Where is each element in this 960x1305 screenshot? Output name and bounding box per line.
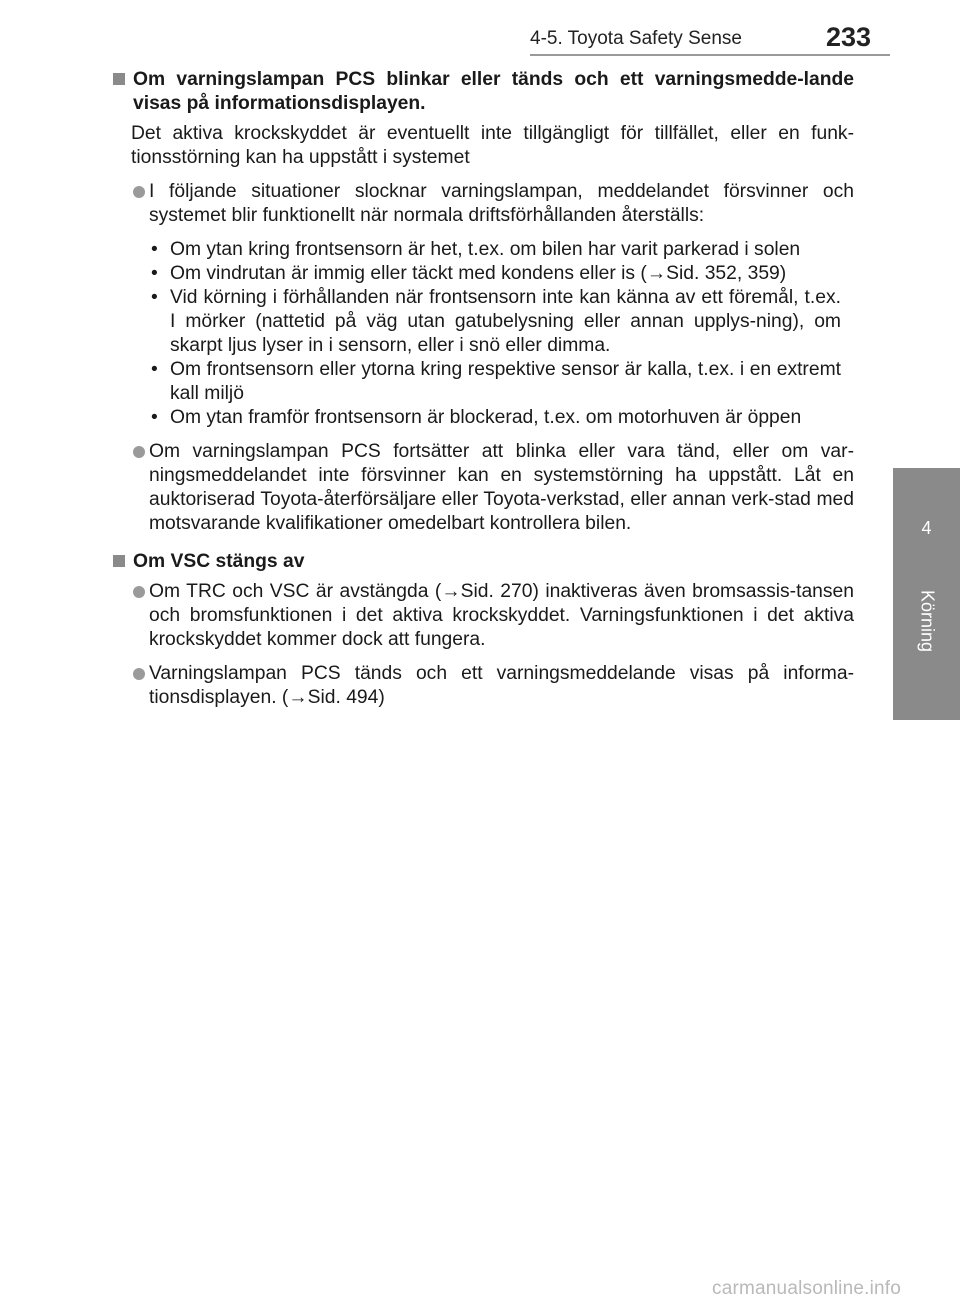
list-item bbox=[113, 440, 854, 536]
sub-bullet-text: Om frontsensorn eller ytorna kring respektive sensor är kalla, t.ex. i en extremt kall miljö bbox=[170, 359, 841, 404]
bullet-dot-icon: • bbox=[151, 239, 158, 260]
section-title: 4-5. Toyota Safety Sense bbox=[530, 28, 742, 49]
sub-bullet-item bbox=[151, 262, 841, 286]
sub-bullet-item bbox=[151, 238, 841, 262]
sub-bullet-item bbox=[151, 406, 841, 430]
sub-bullet-item bbox=[151, 358, 841, 406]
circle-bullet-icon bbox=[133, 186, 145, 198]
list-item-text: Om varningslampan PCS fortsätter att blinka eller vara tänd, eller om var-ningsmeddelandet inte försvinner kan en systemstörning ha uppstått. Låt en auktoriserad Toyota-återförsäljare eller Toyota-verkstad, eller annan verk-stad med motsvarande kvalifikationer omedelbart kontrollera bilen. bbox=[149, 441, 854, 534]
chapter-tab bbox=[893, 468, 960, 720]
sub-bullet-text: Om ytan kring frontsensorn är het, t.ex. om bilen har varit parkerad i solen bbox=[170, 239, 801, 260]
square-bullet-icon bbox=[113, 555, 125, 567]
sub-bullet-list bbox=[151, 238, 841, 430]
sub-bullet-text: Om ytan framför frontsensorn är blockerad, t.ex. om motorhuven är öppen bbox=[170, 407, 802, 428]
circle-bullet-icon bbox=[133, 586, 145, 598]
list-item bbox=[113, 580, 854, 652]
bullet-dot-icon: • bbox=[151, 407, 158, 428]
sub-bullet-item bbox=[151, 286, 841, 358]
circle-bullet-icon bbox=[133, 668, 145, 680]
bullet-dot-icon: • bbox=[151, 287, 158, 308]
bullet-dot-icon: • bbox=[151, 359, 158, 380]
bullet-dot-icon: • bbox=[151, 263, 158, 284]
list-item-text: I följande situationer slocknar varningslampan, meddelandet försvinner och systemet blir funktionellt när normala driftsförhållanden återställs: bbox=[149, 181, 854, 226]
chapter-label-box bbox=[907, 576, 947, 666]
section-heading-text: Om VSC stängs av bbox=[133, 551, 305, 572]
section-heading-pcs bbox=[113, 68, 854, 116]
chapter-label: Körning bbox=[917, 589, 938, 653]
circle-bullet-icon bbox=[133, 446, 145, 458]
page-content bbox=[113, 68, 854, 720]
list-item-text: Om TRC och VSC är avstängda (→Sid. 270) inaktiveras även bromsassis-tansen och bromsfunktionen i det aktiva krockskyddet. Varningsfunktionen i det aktiva krockskyddet kommer dock att fungera. bbox=[149, 581, 854, 650]
sub-bullet-text: Vid körning i förhållanden när frontsensorn inte kan känna av ett föremål, t.ex. I mörker (nattetid på väg utan gatubelysning eller annan upplys-ning), om skarpt ljus lyser in i sensorn, eller i snö eller dimma. bbox=[170, 287, 841, 356]
section-intro: Det aktiva krockskyddet är eventuellt inte tillgängligt för tillfället, eller en funk-tionsstörning kan ha uppstått i systemet bbox=[131, 123, 854, 168]
section-heading-text: Om varningslampan PCS blinkar eller tänds och ett varningsmedde-lande visas på informationsdisplayen. bbox=[133, 69, 854, 114]
page-number: 233 bbox=[826, 22, 872, 52]
header-rule bbox=[530, 54, 890, 56]
sub-bullet-text: Om vindrutan är immig eller täckt med kondens eller is (→Sid. 352, 359) bbox=[170, 263, 787, 284]
section-heading-vsc bbox=[113, 550, 854, 574]
list-item bbox=[113, 180, 854, 228]
square-bullet-icon bbox=[113, 73, 125, 85]
page-header bbox=[0, 0, 960, 60]
list-item bbox=[113, 662, 854, 710]
watermark: carmanualsonline.info bbox=[712, 1278, 902, 1299]
list-item-text: Varningslampan PCS tänds och ett varningsmeddelande visas på informa-tionsdisplayen. (→Sid. 494) bbox=[149, 663, 854, 708]
chapter-number: 4 bbox=[921, 518, 932, 538]
